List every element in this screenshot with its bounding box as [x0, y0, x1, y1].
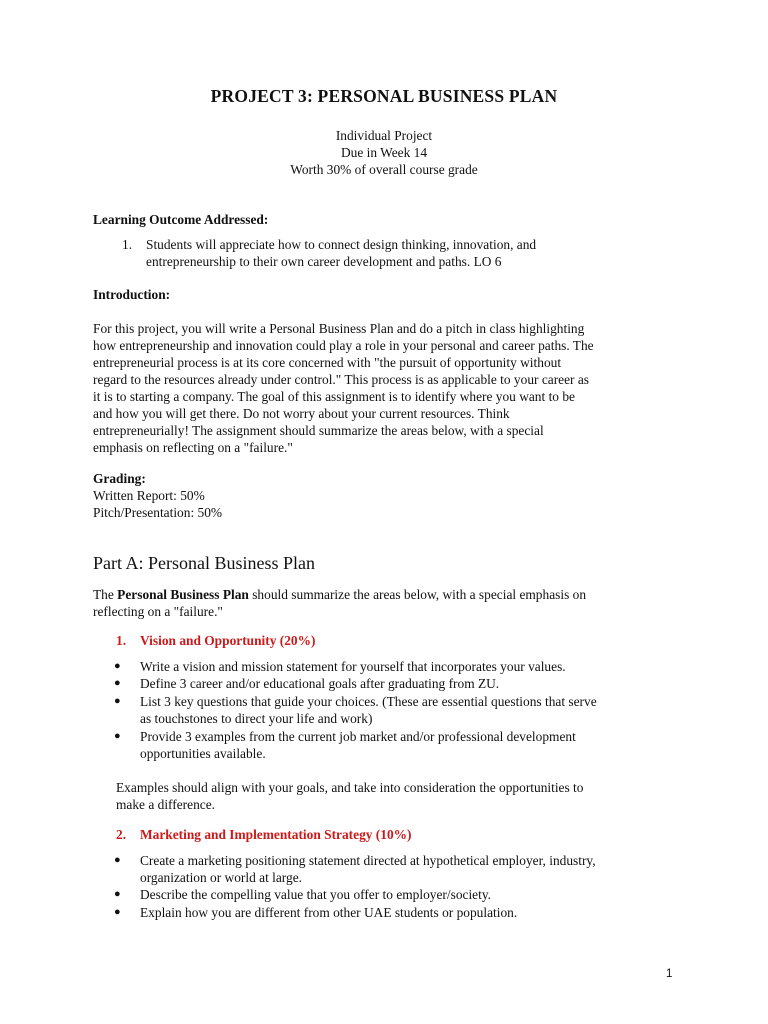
section-2-heading	[116, 826, 412, 843]
grading-written-report: Written Report: 50%	[93, 488, 205, 503]
paragraph-line: how entrepreneurship and innovation could play a role in your personal and career paths. The	[93, 338, 594, 353]
learning-outcome-line: Students will appreciate how to connect design thinking, innovation, and	[146, 237, 537, 252]
list-item: ● Provide 3 examples from the current job market and/or professional development opportunities available.	[114, 729, 576, 761]
bullet-icon: ●	[114, 695, 121, 707]
grading-pitch: Pitch/Presentation: 50%	[93, 505, 223, 520]
section-number: 1.	[116, 633, 127, 648]
list-item: ● Explain how you are different from other UAE students or population.	[114, 905, 518, 920]
project-type: Individual Project	[335, 128, 433, 143]
paragraph-line: entrepreneurial process is at its core concerned with "the pursuit of opportunity without	[93, 355, 562, 370]
list-number: 1.	[122, 237, 133, 252]
section-1-heading	[116, 632, 315, 649]
grading-heading: Grading:	[93, 471, 146, 486]
paragraph-line: regard to the resources already under control." This process is as applicable to your career as	[93, 372, 590, 387]
paragraph-line: emphasis on reflecting on a "failure."	[93, 440, 293, 455]
part-a-heading: Part A: Personal Business Plan	[93, 553, 316, 573]
list-item: ● Write a vision and mission statement for yourself that incorporates your values.	[114, 659, 566, 674]
paragraph-line: reflecting on a "failure."	[93, 604, 223, 619]
learning-outcome-heading: Learning Outcome Addressed:	[93, 212, 269, 227]
grade-weight: Worth 30% of overall course grade	[290, 162, 478, 177]
bullet-icon: ●	[114, 854, 121, 866]
personal-business-plan-bold: Personal Business Plan	[117, 587, 249, 602]
section-number: 2.	[116, 827, 127, 842]
list-item: ● Describe the compelling value that you offer to employer/society.	[114, 887, 492, 902]
bullet-icon: ●	[114, 730, 121, 742]
introduction-heading: Introduction:	[93, 287, 171, 302]
bullet-icon: ●	[114, 906, 121, 918]
paragraph-line: entrepreneurially! The assignment should summarize the areas below, with a special	[93, 423, 544, 438]
learning-outcome-line: entrepreneurship to their own career development and paths. LO 6	[146, 254, 502, 269]
list-item: ● Create a marketing positioning statement directed at hypothetical employer, industry, organization or world at large.	[114, 853, 596, 885]
list-item: ● Define 3 career and/or educational goals after graduating from ZU.	[114, 676, 500, 691]
introduction-paragraph	[93, 320, 674, 456]
bullet-icon: ●	[114, 888, 121, 900]
paragraph-line: it is to starting a company. The goal of this assignment is to identify where you want to be	[93, 389, 575, 404]
section-title: Vision and Opportunity (20%)	[140, 633, 316, 648]
page-number: 1	[666, 968, 673, 980]
document-title: PROJECT 3: PERSONAL BUSINESS PLAN	[210, 86, 558, 106]
examples-note: Examples should align with your goals, and take into consideration the opportunities to make a difference.	[116, 780, 584, 812]
paragraph-line: For this project, you will write a Personal Business Plan and do a pitch in class highlighting	[93, 321, 585, 336]
paragraph-line: and how you will get there. Do not worry about your current resources. Think	[93, 406, 510, 421]
learning-outcome-item	[122, 236, 616, 270]
bullet-icon: ●	[114, 660, 121, 672]
list-item: ● List 3 key questions that guide your choices. (These are essential questions that serve as touchstones to direct your life and work)	[114, 694, 597, 726]
bullet-icon: ●	[114, 677, 121, 689]
section-title: Marketing and Implementation Strategy (10%)	[140, 827, 412, 842]
due-date: Due in Week 14	[340, 145, 428, 160]
part-a-intro: The Personal Business Plan should summarize the areas below, with a special emphasis on reflecting on a "failure."	[93, 586, 674, 620]
